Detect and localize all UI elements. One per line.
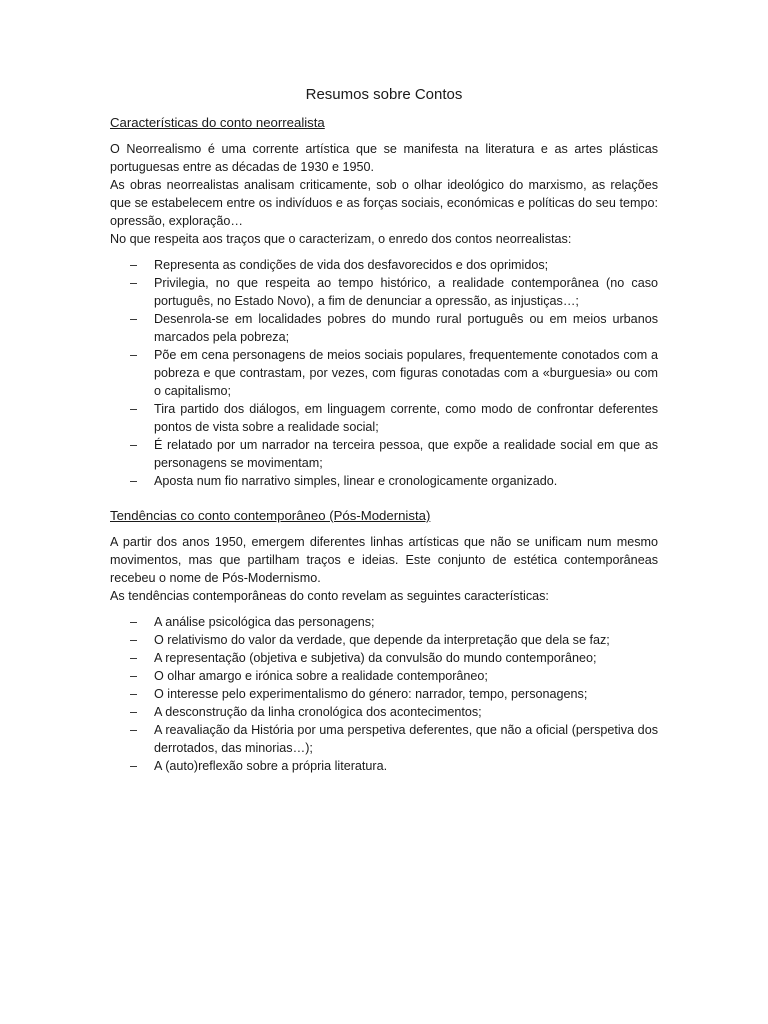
list-item: [110, 274, 658, 310]
dash-marker: –: [130, 402, 138, 416]
list-item: [110, 757, 658, 775]
list-item: [110, 436, 658, 472]
list-item-text: Representa as condições de vida dos desfavorecidos e dos oprimidos;: [154, 258, 549, 272]
paragraph: A partir dos anos 1950, emergem diferentes linhas artísticas que não se unificam num mesmo movimentos, mas que partilham traços e ideias. Este conjunto de estética contemporâneas recebeu o nome de Pós-Modernismo.: [110, 535, 658, 585]
list-item-text: Tira partido dos diálogos, em linguagem corrente, como modo de confrontar deferentes pontos de vista sobre a realidade social;: [154, 402, 658, 434]
dash-marker: –: [130, 438, 138, 452]
list-item-text: A (auto)reflexão sobre a própria literatura.: [154, 759, 388, 773]
dash-marker: –: [130, 723, 138, 737]
paragraph: No que respeita aos traços que o caracterizam, o enredo dos contos neorrealistas:: [110, 232, 572, 246]
list-item: [110, 346, 658, 400]
bullet-list-neorrealismo: [110, 256, 658, 490]
dash-marker: –: [130, 651, 138, 665]
list-item: [110, 703, 658, 721]
dash-marker: –: [130, 474, 138, 488]
list-item-text: A análise psicológica das personagens;: [154, 615, 375, 629]
list-item-text: A desconstrução da linha cronológica dos acontecimentos;: [154, 705, 482, 719]
list-item-text: A reavaliação da História por uma perspetiva deferentes, que não a oficial (perspetiva dos derrotados, das minorias…);: [154, 723, 658, 755]
dash-marker: –: [130, 759, 138, 773]
list-item: [110, 631, 658, 649]
list-item: [110, 685, 658, 703]
list-item-text: O relativismo do valor da verdade, que depende da interpretação que dela se faz;: [154, 633, 610, 647]
document-title: Resumos sobre Contos: [305, 86, 463, 103]
list-item: [110, 667, 658, 685]
list-item-text: O interesse pelo experimentalismo do género: narrador, tempo, personagens;: [154, 687, 588, 701]
paragraph: As obras neorrealistas analisam criticamente, sob o olhar ideológico do marxismo, as relações que se estabelecem entre os indivíduos e as forças sociais, económicas e políticas do seu tempo: opressão, exploração…: [110, 178, 658, 228]
dash-marker: –: [130, 705, 138, 719]
list-item-text: A representação (objetiva e subjetiva) da convulsão do mundo contemporâneo;: [154, 651, 597, 665]
list-item: [110, 721, 658, 757]
dash-marker: –: [130, 633, 138, 647]
list-item: [110, 472, 658, 490]
list-item-text: Privilegia, no que respeita ao tempo histórico, a realidade contemporânea (no caso português, no Estado Novo), a fim de denunciar a opressão, as injustiças…;: [154, 276, 658, 308]
list-item-text: Aposta num fio narrativo simples, linear e cronologicamente organizado.: [154, 474, 558, 488]
list-item: [110, 649, 658, 667]
list-item: [110, 613, 658, 631]
section-heading-pos-modernismo: Tendências co conto contemporâneo (Pós-Modernista): [110, 508, 431, 523]
dash-marker: –: [130, 312, 138, 326]
section-heading-neorrealismo: Características do conto neorrealista: [110, 115, 325, 130]
paragraph: As tendências contemporâneas do conto revelam as seguintes características:: [110, 589, 549, 603]
dash-marker: –: [130, 258, 138, 272]
list-item: [110, 400, 658, 436]
dash-marker: –: [130, 348, 138, 362]
list-item: [110, 310, 658, 346]
list-item-text: Põe em cena personagens de meios sociais populares, frequentemente conotados com a pobreza e que contrastam, por vezes, com figuras conotadas com a «burguesia» ou com o capitalismo;: [154, 348, 658, 398]
paragraph: O Neorrealismo é uma corrente artística que se manifesta na literatura e as artes plásticas portuguesas entre as décadas de 1930 e 1950.: [110, 142, 658, 174]
dash-marker: –: [130, 687, 138, 701]
dash-marker: –: [130, 615, 138, 629]
dash-marker: –: [130, 669, 138, 683]
list-item-text: É relatado por um narrador na terceira pessoa, que expõe a realidade social em que as personagens se movimentam;: [154, 438, 658, 470]
section-pos-modernismo: [110, 508, 658, 775]
section-neorrealismo: [110, 115, 658, 490]
list-item-text: Desenrola-se em localidades pobres do mundo rural português ou em meios urbanos marcados pela pobreza;: [154, 312, 658, 344]
bullet-list-pos-modernismo: [110, 613, 658, 775]
list-item: [110, 256, 658, 274]
dash-marker: –: [130, 276, 138, 290]
list-item-text: O olhar amargo e irónica sobre a realidade contemporâneo;: [154, 669, 488, 683]
